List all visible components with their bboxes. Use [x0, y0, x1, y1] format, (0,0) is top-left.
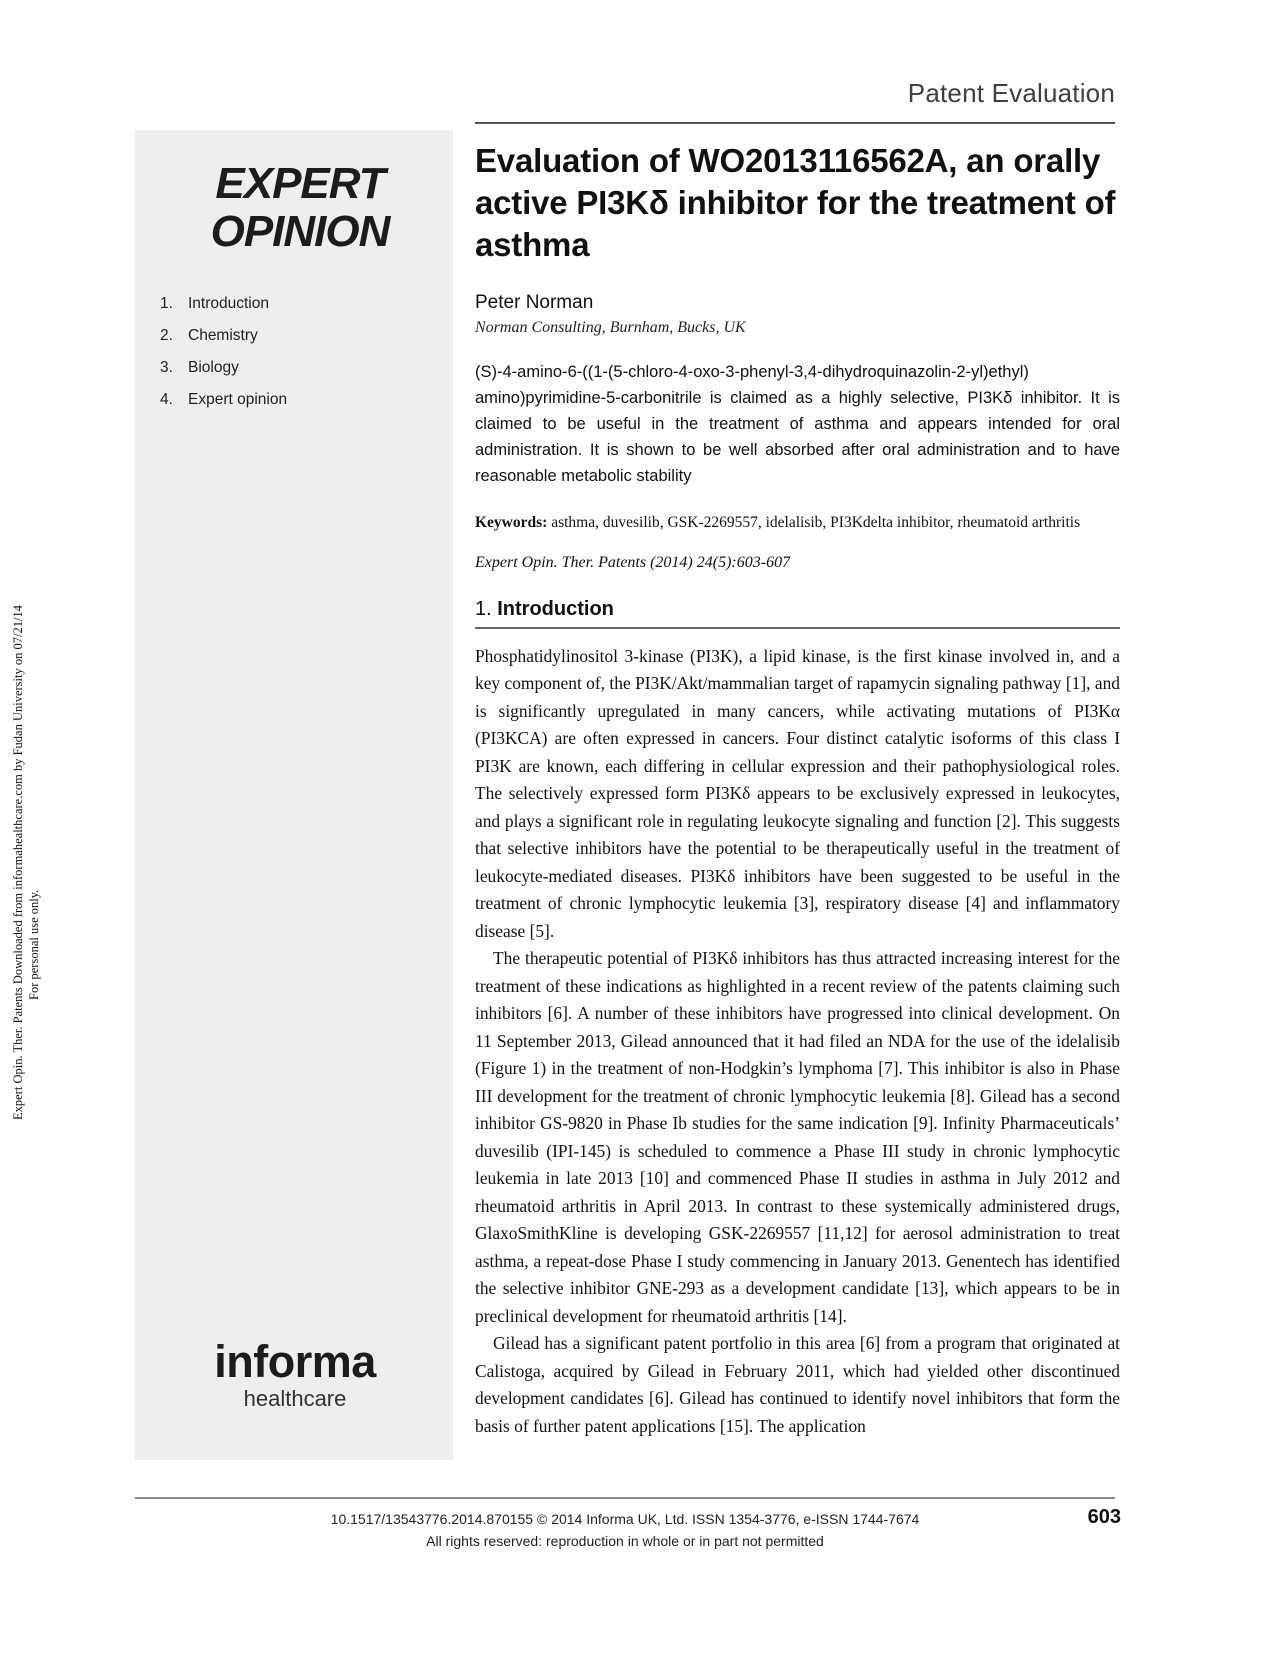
- paragraph: Gilead has a significant patent portfolio in this area [6] from a program that originated at Calistoga, acquired by Gilead in February 2011, which had yielded other discontinued development candidates [6]. Gilead has continued to identify novel inhibitors that form the basis of further patent applications [15]. The application: [475, 1333, 1120, 1436]
- paragraph: Phosphatidylinositol 3-kinase (PI3K), a lipid kinase, is the first kinase involved in, and a key component of, the PI3K/Akt/mammalian target of rapamycin signaling pathway [1], and is significantly upregulated in many cancers, while activating mutations of PI3Kα (PI3KCA) are often expressed in cancers. Four distinct catalytic isoforms of this class I PI3K are known, each differing in cellular expression and their pathophysiological roles. The selectively expressed form PI3Kδ appears to be exclusively expressed in leukocytes, and plays a significant role in regulating leukocyte signaling and function [2]. This suggests that selective inhibitors have the potential to be therapeutically useful in the treatment of leukocyte-mediated diseases. PI3Kδ inhibitors have been suggested to be useful in the treatment of chronic lymphocytic leukemia [3], respiratory disease [4] and inflammatory disease [5].: [475, 645, 1120, 941]
- journal-logo-line2: OPINION: [210, 207, 390, 256]
- journal-citation: Expert Opin. Ther. Patents (2014) 24(5):603-607: [475, 554, 791, 571]
- toc-item-number: 1.: [160, 295, 173, 312]
- toc-item-number: 2.: [160, 327, 173, 344]
- toc-item-number: 4.: [160, 391, 173, 408]
- sidebar: [135, 130, 453, 1460]
- page-number: 603: [1087, 1506, 1121, 1528]
- toc-item-label: Expert opinion: [188, 391, 288, 408]
- publisher-logo: [165, 1338, 425, 1412]
- author-name: Peter Norman: [475, 292, 594, 313]
- keywords-block: [475, 511, 1120, 534]
- header-divider: [475, 122, 1115, 124]
- section-heading: [475, 598, 1120, 621]
- abstract: (S)-4-amino-6-((1-(5-chloro-4-oxo-3-phenyl-3,4-dihydroquinazolin-2-yl)ethyl) amino)pyrimidine-5-carbonitrile is claimed as a highly selective, PI3Kδ inhibitor. It is claimed to be useful in the treatment of asthma and appears intended for oral administration. It is shown to be well absorbed after oral administration and to have reasonable metabolic stability: [475, 363, 1120, 485]
- article-body: [475, 140, 1120, 1440]
- toc-item-chemistry[interactable]: [160, 327, 440, 345]
- footer-line2: All rights reserved: reproduction in whole or in part not permitted: [426, 1533, 824, 1549]
- journal-logo: [175, 160, 425, 256]
- download-notice-line2: For personal use only.: [27, 889, 41, 1000]
- download-notice: [10, 440, 42, 1120]
- keywords-label: Keywords:: [475, 514, 548, 531]
- page-title: Evaluation of WO2013116562A, an orally active PI3Kδ inhibitor for the treatment of asthma: [475, 142, 1116, 263]
- footer-divider: [135, 1497, 1115, 1499]
- keywords-list: asthma, duvesilib, GSK-2269557, idelalisib, PI3Kdelta inhibitor, rheumatoid arthritis: [551, 514, 1081, 531]
- publisher-name: informa: [214, 1336, 376, 1387]
- download-notice-line1: Expert Opin. Ther. Patents Downloaded from informahealthcare.com by Fudan University on 07/21/14: [11, 605, 25, 1120]
- toc-item-introduction[interactable]: [160, 295, 440, 313]
- section-number: 1.: [475, 598, 492, 620]
- section-title: Introduction: [497, 598, 614, 620]
- paragraph: The therapeutic potential of PI3Kδ inhibitors has thus attracted increasing interest for the treatment of these indications as highlighted in a recent review of the patents claiming such inhibitors [6]. A number of these inhibitors have progressed into clinical development. On 11 September 2013, Gilead announced that it had filed an NDA for the use of the idelalisib (Figure 1) in the treatment of non-Hodgkin’s lymphoma [7]. This inhibitor is also in Phase III development for the treatment of chronic lymphocytic leukemia [8]. Gilead has a second inhibitor GS-9820 in Phase Ib studies for the same indication [9]. Infinity Pharmaceuticals’ duvesilib (IPI-145) is scheduled to commence a Phase III study in chronic lymphocytic leukemia in late 2013 [10] and commenced Phase II studies in asthma in July 2012 and rheumatoid arthritis in April 2013. In contrast to these systemically administered drugs, GlaxoSmithKline is developing GSK-2269557 [11,12] for aerosol administration to treat asthma, a repeat-dose Phase I study commencing in January 2013. Genentech has identified the selective inhibitor GNE-293 as a development candidate [13], which appears to be in preclinical development for rheumatoid arthritis [14].: [475, 948, 1120, 1326]
- author-affiliation: Norman Consulting, Burnham, Bucks, UK: [475, 319, 746, 336]
- toc-item-label: Biology: [188, 359, 239, 376]
- toc-item-number: 3.: [160, 359, 173, 376]
- section-divider: [475, 627, 1120, 629]
- table-of-contents: [160, 295, 440, 423]
- publisher-subtitle: healthcare: [243, 1386, 347, 1411]
- journal-logo-line1: EXPERT: [215, 159, 385, 208]
- toc-item-biology[interactable]: [160, 359, 440, 377]
- toc-item-expert-opinion[interactable]: [160, 391, 440, 409]
- toc-item-label: Introduction: [188, 295, 269, 312]
- footer: [135, 1508, 1115, 1552]
- toc-item-label: Chemistry: [188, 327, 258, 344]
- footer-line1: 10.1517/13543776.2014.870155 © 2014 Informa UK, Ltd. ISSN 1354-3776, e-ISSN 1744-7674: [330, 1511, 920, 1527]
- running-head: Patent Evaluation: [907, 78, 1115, 108]
